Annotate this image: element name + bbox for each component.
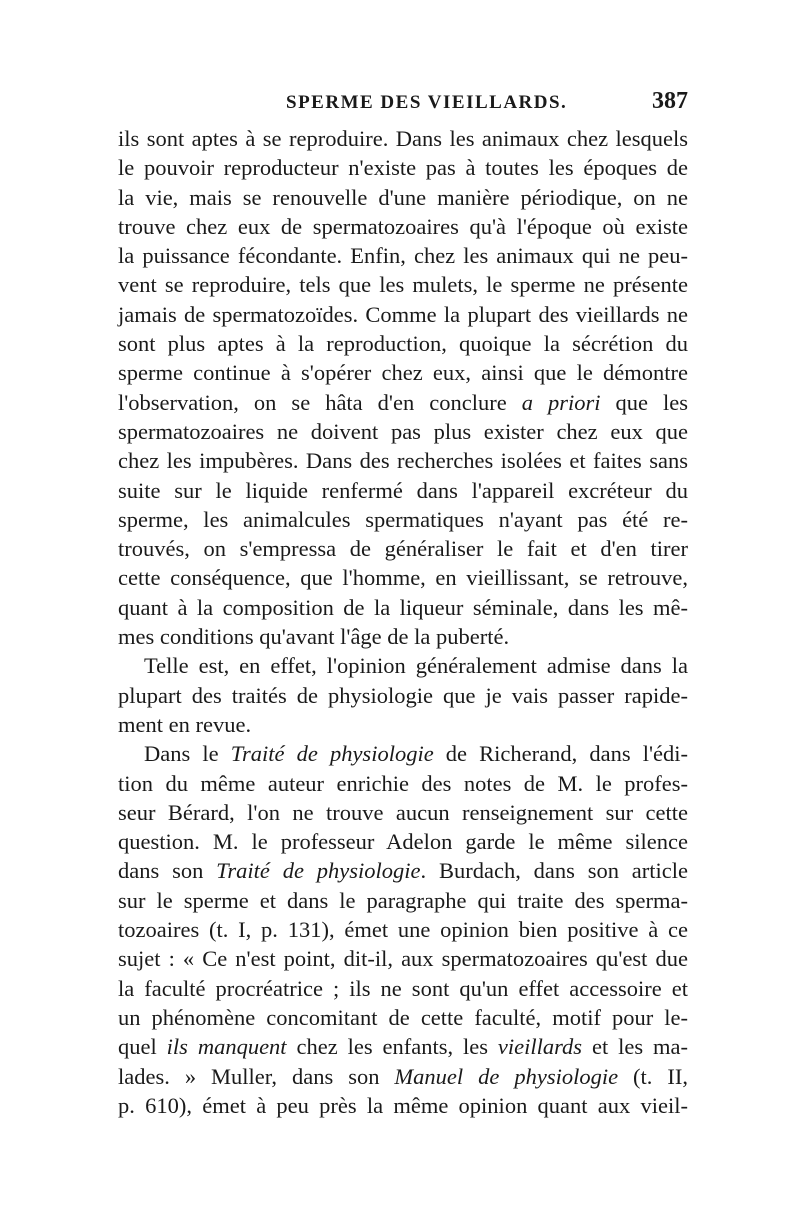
text-line — [118, 856, 688, 885]
text-run: dans son — [118, 858, 217, 884]
page-number: 387 — [652, 88, 688, 114]
body-text — [118, 124, 688, 1120]
text-line: ils sont aptes à se reproduire. Dans les animaux chez lesquels — [118, 126, 688, 151]
text-line: p. 610), émet à peu près la même opinion quant aux vieil- — [118, 1092, 688, 1118]
text-line: sperme, les animalcules spermatiques n'ayant pas été re- — [118, 506, 688, 532]
text-line: spermatozoaires ne doivent pas plus exister chez eux que — [118, 418, 688, 444]
text-line: sur le sperme et dans le paragraphe qui traite des sperma- — [118, 887, 688, 913]
text-line: le pouvoir reproducteur n'existe pas à toutes les époques de — [118, 155, 688, 181]
text-line — [118, 739, 688, 768]
text-line: la vie, mais se renouvelle d'une manière périodique, on ne — [118, 184, 688, 210]
text-line: tion du même auteur enrichie des notes de M. le profes- — [118, 770, 688, 796]
page-header — [118, 88, 688, 122]
text-run: chez les enfants, les — [286, 1034, 498, 1060]
text-line: jamais de spermatozoïdes. Comme la plupart des vieillards ne — [118, 301, 688, 327]
text-line: question. M. le professeur Adelon garde le même silence — [118, 829, 688, 855]
italic-text: vieillards — [497, 1034, 583, 1060]
text-line: la puissance fécondante. Enfin, chez les animaux qui ne peu- — [118, 243, 688, 269]
italic-text: ils manquent — [166, 1034, 287, 1060]
text-line: suite sur le liquide renfermé dans l'appareil excréteur du — [118, 477, 688, 503]
text-line: chez les impubères. Dans des recherches isolées et faites sans — [118, 448, 688, 474]
italic-text: Manuel de physiologie — [394, 1063, 619, 1089]
text-run: de Richerand, dans l'édi- — [433, 741, 688, 767]
text-run: lades. » Muller, dans son — [118, 1063, 395, 1089]
italic-text: Traité de physiologie — [230, 741, 434, 767]
text-run: . Burdach, dans son article — [420, 858, 688, 884]
text-line — [118, 388, 688, 417]
text-run: et les ma- — [582, 1034, 688, 1060]
text-line: mes conditions qu'avant l'âge de la puberté. — [118, 624, 510, 650]
text-run: l'observation, on se hâta d'en conclure — [118, 389, 522, 415]
text-line: cette conséquence, que l'homme, en vieillissant, se retrouve, — [118, 565, 688, 591]
text-line — [118, 1062, 688, 1091]
text-line: vent se reproduire, tels que les mulets, le sperme ne présente — [118, 272, 688, 298]
text-line: trouve chez eux de spermatozoaires qu'à l'époque où existe — [118, 213, 688, 239]
italic-text: a priori — [521, 389, 601, 415]
text-line: quant à la composition de la liqueur séminale, dans les mê- — [118, 594, 688, 620]
text-line: sperme continue à s'opérer chez eux, ainsi que le démontre — [118, 360, 688, 386]
italic-text: Traité de physiologie — [216, 858, 421, 884]
text-run: quel — [118, 1034, 167, 1060]
text-line: la faculté procréatrice ; ils ne sont qu'un effet accessoire et — [118, 975, 688, 1001]
text-line: plupart des traités de physiologie que je vais passer rapide- — [118, 682, 688, 708]
text-line: sujet : « Ce n'est point, dit-il, aux spermatozoaires qu'est due — [118, 946, 688, 972]
text-line: seur Bérard, l'on ne trouve aucun renseignement sur cette — [118, 799, 688, 825]
text-line: un phénomène concomitant de cette faculté, motif pour le- — [118, 1004, 688, 1030]
text-run: (t. II, — [618, 1063, 688, 1089]
text-line: ment en revue. — [118, 711, 252, 737]
text-line: trouvés, on s'empressa de généraliser le fait et d'en tirer — [118, 536, 688, 562]
text-line: sont plus aptes à la reproduction, quoique la sécrétion du — [118, 331, 688, 357]
text-run: Dans le — [144, 741, 231, 767]
text-line — [118, 1032, 688, 1061]
text-run: que les — [600, 389, 688, 415]
text-line: Telle est, en effet, l'opinion généralement admise dans la — [144, 653, 688, 679]
text-line: tozoaires (t. I, p. 131), émet une opinion bien positive à ce — [118, 917, 688, 943]
running-title: SPERME DES VIEILLARDS. — [286, 92, 568, 113]
